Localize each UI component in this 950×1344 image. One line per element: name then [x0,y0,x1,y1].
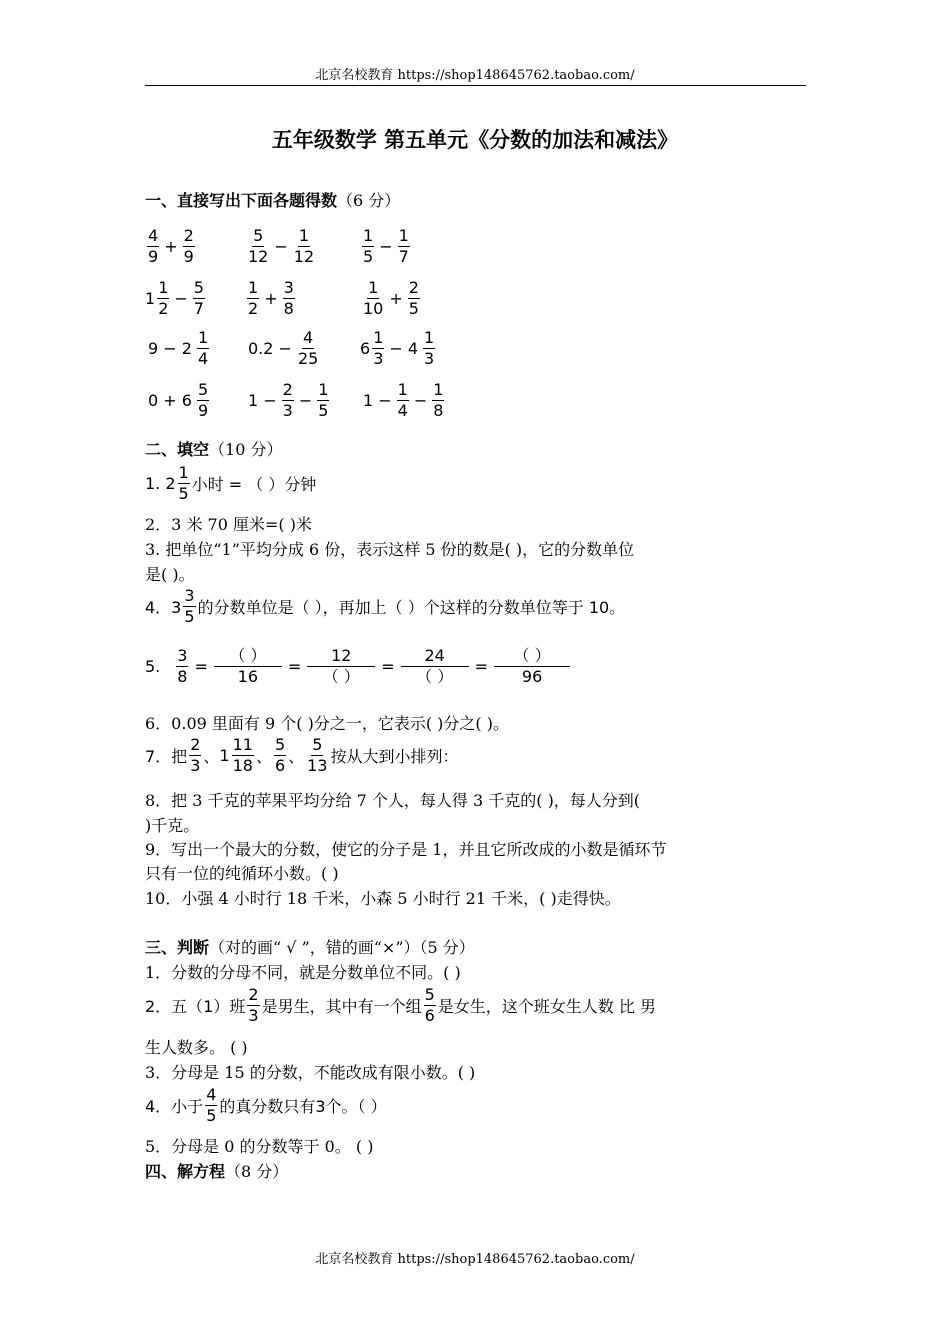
denominator: 6 [274,756,286,775]
denominator: 3 [190,756,201,775]
denominator: 9 [197,401,209,420]
numerator: 1 [368,278,379,297]
section-3-score: （对的画“ √ ”，错的画“×”）（5 分） [209,938,475,957]
section-4-heading [145,1159,288,1182]
q4-suffix: 的分数单位是（ ），再加上（ ）个这样的分数单位等于 10。 [197,598,626,617]
operator: − [274,237,288,256]
equals-sign: = [381,657,395,676]
separator: 、 [255,747,272,766]
denominator-blank[interactable]: （ ） [416,667,454,686]
j2-fraction-2 [424,985,436,1026]
header-divider [145,85,806,86]
expr-prefix: 9 − 2 [148,339,192,358]
numerator: 1 [397,380,408,399]
q1-fraction [178,463,190,504]
q5-fraction-blank-1 [214,646,282,687]
fraction [197,380,209,421]
numerator: 1 [318,380,329,399]
calc-item [245,278,297,319]
q5-fraction-blank-4 [494,646,570,687]
page-header: 北京名校教育 https://shop148645762.taobao.com/ [315,68,635,83]
numerator: 24 [401,646,469,667]
numerator: 5 [274,735,286,754]
numerator-blank[interactable]: （ ） [214,646,282,667]
expr-prefix: 0 + 6 [148,391,192,410]
fraction [408,278,420,319]
question-8-line-1: 8．把 3 千克的苹果平均分给 7 个人，每人得 3 千克的( )，每人分到( [145,791,641,810]
fraction [283,278,295,319]
section-2-score: （10 分） [209,440,283,459]
fraction [362,226,374,267]
fraction [423,328,435,369]
q4-prefix: 4．3 [145,598,182,617]
question-2: 2．3 米 70 厘米=( )米 [145,515,312,534]
fraction [293,226,315,267]
denominator: 12 [248,247,269,266]
fraction [193,278,205,319]
question-6: 6．0.09 里面有 9 个( )分之一，它表示( )分之( )。 [145,714,509,733]
calc-item [360,380,446,421]
numerator: 2 [190,735,201,754]
numerator: 5 [424,985,435,1004]
denominator: 8 [283,299,294,318]
j4-prefix: 4．小于 [145,1097,204,1116]
numerator: 1 [398,226,409,245]
numerator: 5 [197,380,209,399]
q4-fraction [183,586,195,627]
calc-item [360,278,422,319]
operator: − [413,391,428,410]
q7-prefix: 7．把 [145,747,188,766]
fraction [297,328,319,369]
q5-fraction-blank-3 [401,646,469,687]
question-9-line-2: 只有一位的纯循环小数。( ) [145,864,339,883]
calc-item [145,380,211,421]
q5-fraction-given [176,646,188,687]
denominator: 5 [178,484,189,503]
section-3-heading [145,935,475,958]
calc-item [245,226,317,267]
q1-prefix: 1. 2 [145,474,176,493]
section-2-title: 二、填空 [145,440,210,459]
calc-item [360,226,412,267]
denominator: 7 [398,247,409,266]
judgement-2-line-2: 生人数多。 ( ) [145,1038,248,1057]
judgement-5: 5．分母是 0 的分数等于 0。 ( ) [145,1137,374,1156]
denominator: 9 [183,247,194,266]
q7-suffix: 按从大到小排列： [330,747,459,766]
operator: − [298,391,313,410]
fraction [432,380,444,421]
operator: + [264,289,278,308]
denominator: 10 [363,299,384,318]
question-7 [145,735,459,776]
q7-fraction-1 [189,735,201,776]
numerator: 1 [363,226,374,245]
fraction [362,278,384,319]
section-1-title: 一、直接写出下面各题得数 [145,191,338,210]
numerator: 11 [232,735,253,754]
j2-middle: 是男生，其中有一个组 [261,997,422,1016]
judgement-4 [145,1085,387,1126]
q7-fraction-3 [274,735,286,776]
fraction [398,226,410,267]
whole-part: 6 [360,339,371,358]
numerator: 1 [197,328,209,347]
denominator: 96 [521,667,543,686]
equals-sign: = [287,657,302,676]
q1-suffix: 小时 = （ ）分钟 [191,475,317,494]
j4-fraction [205,1085,217,1126]
numerator: 5 [193,278,204,297]
denominator-blank[interactable]: （ ） [322,667,360,686]
denominator: 3 [282,401,293,420]
numerator: 1 [298,226,310,245]
fraction [247,278,259,319]
denominator: 3 [248,1006,259,1025]
numerator: 12 [307,646,375,667]
expr-prefix: 1 − [248,391,277,410]
question-9-line-1: 9．写出一个最大的分数，使它的分子是 1，并且它所改成的小数是循环节 [145,840,667,859]
section-2-heading [145,437,282,460]
denominator: 4 [197,349,209,368]
fraction [397,380,409,421]
numerator: 2 [408,278,419,297]
j2-fraction-1 [247,985,259,1026]
numerator: 1 [158,278,169,297]
equals-sign: = [194,657,208,676]
q7-fraction-4 [306,735,328,776]
denominator: 2 [158,299,169,318]
numerator: 3 [283,278,294,297]
numerator-blank[interactable]: （ ） [494,646,570,667]
judgement-1: 1．分数的分母不同，就是分数单位不同。( ) [145,963,461,982]
question-3-line-1: 3. 把单位“1”平均分成 6 份，表示这样 5 份的数是( )，它的分数单位 [145,540,635,559]
numerator: 4 [148,226,159,245]
page-footer: 北京名校教育 https://shop148645762.taobao.com/ [315,1252,635,1267]
separator: 、 [203,747,220,766]
fraction [147,226,159,267]
numerator: 3 [177,646,188,665]
question-5 [145,646,572,687]
operator: + [164,237,178,256]
denominator: 12 [293,247,315,266]
calc-item [145,328,211,369]
fraction [197,328,209,369]
fraction [157,278,169,319]
numerator: 5 [312,735,323,754]
denominator: 8 [177,667,188,686]
numerator: 5 [253,226,264,245]
q7-fraction-2 [232,735,254,776]
equals-sign: = [474,657,489,676]
q5-fraction-blank-2 [307,646,375,687]
numerator: 2 [282,380,293,399]
denominator: 25 [297,349,319,368]
question-10: 10．小强 4 小时行 18 千米，小森 5 小时行 21 千米，( )走得快。 [145,889,621,908]
numerator: 2 [183,226,194,245]
numerator: 4 [303,328,314,347]
expr-prefix: 0.2 − [248,339,292,358]
judgement-3: 3．分母是 15 的分数，不能改成有限小数。( ) [145,1063,476,1082]
section-1-score: （6 分） [337,191,401,210]
denominator: 9 [148,247,159,266]
judgement-2 [145,985,656,1026]
section-4-title: 四、解方程 [145,1162,226,1181]
fraction [282,380,294,421]
q5-label: 5. [145,657,161,676]
denominator: 13 [307,756,328,775]
calc-item [245,328,321,369]
question-1 [145,463,316,504]
denominator: 5 [408,299,419,318]
numerator: 1 [248,278,259,297]
denominator: 6 [424,1006,435,1025]
denominator: 5 [318,401,329,420]
denominator: 5 [184,607,195,626]
numerator: 4 [206,1085,217,1104]
denominator: 4 [397,401,408,420]
numerator: 3 [184,586,195,605]
denominator: 3 [424,349,435,368]
calc-item [245,380,331,421]
calc-item [360,328,437,369]
page-title: 五年级数学 第五单元《分数的加法和减法》 [271,128,679,152]
fraction [317,380,329,421]
numerator: 2 [248,985,259,1004]
section-4-score: （8 分） [225,1162,289,1181]
q7-whole-2: 1 [219,746,230,765]
numerator: 1 [433,380,444,399]
denominator: 5 [206,1106,217,1125]
fraction [183,226,195,267]
separator: 、 [288,747,305,766]
j4-suffix: 的真分数只有3个。（ ） [219,1097,387,1116]
numerator: 1 [373,328,384,347]
operator: − [174,289,188,308]
denominator: 8 [433,401,444,420]
whole-part: 1 [145,289,156,308]
j2-prefix: 2．五（1）班 [145,997,246,1016]
question-4 [145,586,625,627]
numerator: 1 [424,328,435,347]
denominator: 5 [363,247,374,266]
denominator: 2 [248,299,259,318]
j2-suffix: 是女生，这个班女生人数 比 男 [437,997,656,1016]
numerator: 1 [178,463,189,482]
denominator: 16 [237,667,259,686]
denominator: 3 [373,349,384,368]
calc-item [145,278,207,319]
question-8-line-2: )千克。 [145,816,200,835]
denominator: 18 [232,756,253,775]
expr-prefix: 1 − [363,391,392,410]
section-3-title: 三、判断 [145,938,210,957]
operator: − 4 [389,339,419,358]
operator: + [389,289,403,308]
fraction [372,328,384,369]
question-3-line-2: 是( )。 [145,565,195,584]
calc-item [145,226,197,267]
operator: − [379,237,393,256]
section-1-heading [145,188,400,211]
denominator: 7 [193,299,204,318]
fraction [247,226,269,267]
